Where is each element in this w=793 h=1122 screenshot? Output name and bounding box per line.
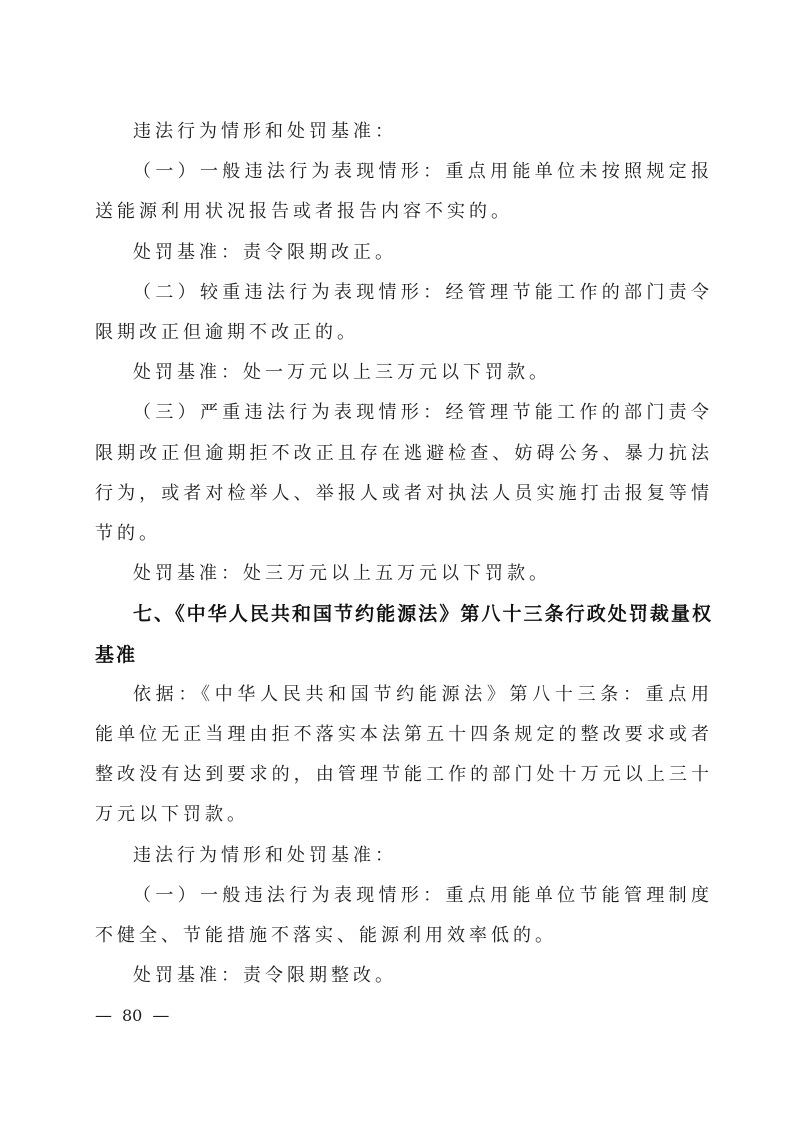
document-body <box>95 112 713 996</box>
paragraph: （一）一般违法行为表现情形：重点用能单位未按照规定报送能源利用状况报告或者报告内容不实的。 <box>95 161 713 223</box>
paragraph: 违法行为情形和处罚基准： <box>133 844 397 866</box>
paragraph: （三）严重违法行为表现情形：经管理节能工作的部门责令限期改正但逾期拒不改正且存在逃避检查、妨碍公务、暴力抗法行为，或者对检举人、举报人或者对执法人员实施打击报复等情节的。 <box>95 402 713 545</box>
paragraph: 处罚基准：处一万元以上三万元以下罚款。 <box>133 362 551 384</box>
footer-dash-right: — <box>152 1006 170 1026</box>
paragraph: 处罚基准：处三万元以上五万元以下罚款。 <box>133 563 551 585</box>
section-heading: 七、《中华人民共和国节约能源法》第八十三条行政处罚裁量权基准 <box>95 603 713 666</box>
paragraph: 处罚基准：责令限期整改。 <box>133 965 397 987</box>
footer-dash-left: — <box>95 1006 112 1026</box>
paragraph: 处罚基准：责令限期改正。 <box>133 241 397 263</box>
paragraph: （二）较重违法行为表现情形：经管理节能工作的部门责令限期改正但逾期不改正的。 <box>95 281 713 344</box>
page-number: 80 <box>122 1006 143 1025</box>
paragraph: 违法行为情形和处罚基准： <box>133 121 397 142</box>
paragraph: 依据：《中华人民共和国节约能源法》第八十三条：重点用能单位无正当理由拒不落实本法第五十四条规定的整改要求或者整改没有达到要求的，由管理节能工作的部门处十万元以上三十万元以下罚款。 <box>95 683 713 826</box>
page-footer <box>95 1005 169 1027</box>
paragraph: （一）一般违法行为表现情形：重点用能单位节能管理制度不健全、节能措施不落实、能源利用效率低的。 <box>95 884 713 947</box>
